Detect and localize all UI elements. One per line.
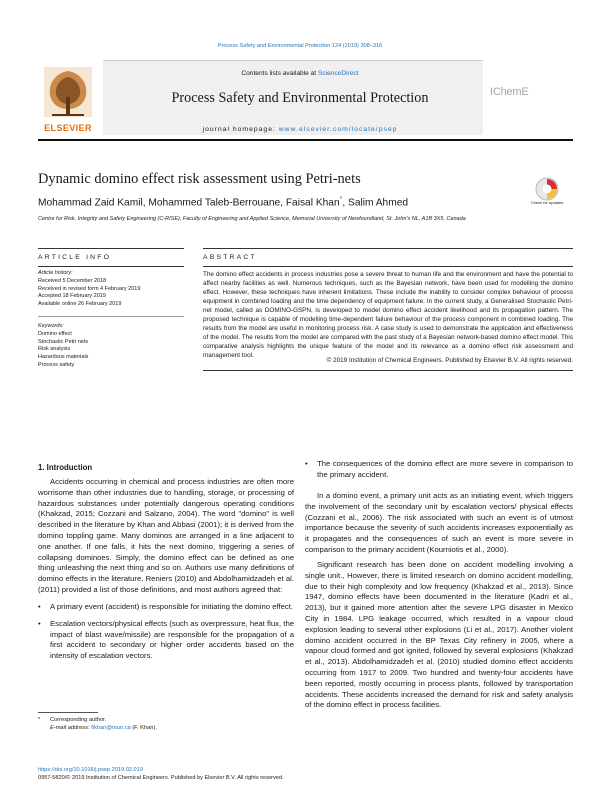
icheme-logo: IChemE — [490, 86, 529, 98]
article-info-divider — [38, 316, 184, 317]
check-for-updates-badge[interactable] — [532, 176, 562, 212]
abstract-heading-rule — [203, 266, 573, 267]
bullet-text: Escalation vectors/physical effects (such as overpressure, heat flux, the impact of blast wave/missile) are responsible for the propagation of a first accident to secondary or higher order accidents based on the intensity of escalation vectors. — [50, 618, 294, 661]
article-history-label: Article history: — [38, 270, 73, 276]
article-info-heading-rule — [38, 266, 184, 267]
keyword-item: Domino effect — [38, 330, 72, 337]
elsevier-wordmark: ELSEVIER — [44, 123, 92, 133]
right-column-paragraph-1: In a domino event, a primary unit acts as an initiating event, which triggers the involvement of the secondary unit by escalation vectors/ physical effects (Cozzani et al., 2006). The risk associated with such an event is of utmost importance because the severity of such accidents increases exponentially as it propagates and the consequences of such an event is more severe in comparison to the primary accident (Kourniotis et al., 2000). — [305, 491, 573, 554]
introduction-paragraph-1: Accidents occurring in chemical and process industries are often more worrisome than other industries due to handling, storage, or processing of hazardous substances under potentially dangerous operating conditions (Khakzad, 2015; Cozzani and Salzano, 2004). The word "domino" is well described in the literature by Khan and Abbasi (2001); it is derived from the domino toppling game. Many dominos are arranged in a line adjacent to one another. If one falls, it hits the next domino, triggering a series of collapsing dominoes. Simply, the domino effect can be defined as one thing unleashing the next thing and so on. Authors use many definitions of domino effects in the literature. Reniers (2010) and Abdolhamidzadeh et al. (2011) provided a list of those definitions, and most authors agreed that: — [38, 477, 294, 594]
abstract-copyright: © 2019 Institution of Chemical Engineers. Published by Elsevier B.V. All rights reserved. — [326, 357, 573, 364]
keyword-item: Risk analysis — [38, 346, 71, 353]
list-item — [38, 619, 294, 662]
corresponding-author-mark[interactable]: * — [339, 196, 343, 203]
bullet-text: The consequences of the domino effect are more severe in comparison to the primary accident. — [317, 459, 573, 479]
keyword-item: Hazardous materials — [38, 354, 89, 361]
article-info-top-rule — [38, 248, 184, 249]
keyword-item: Stochastic Petri nets — [38, 338, 89, 345]
article-history-block — [38, 270, 184, 309]
abstract-top-rule — [203, 248, 573, 249]
abstract-bottom-rule — [203, 370, 573, 371]
homepage-label: journal homepage: — [202, 126, 279, 133]
list-item — [38, 602, 294, 613]
abstract-text: The domino effect accidents in process industries pose a severe threat to human life and the environment and have the potential to affect nearby facilities as well. Numerous techniques, such as the Bayesian network, have been used for modelling the domino effect. However, these techniques have inherent limitations. These include the inability to consider complex behaviour of process equipment in combined loading and the time dependency of equipment failure. In the current study, a Generalised Stochastic Petri-net model, called as DOMINO-GSPN, is developed to model domino effect accident likelihood and its propagation pattern. The proposed technique is capable of modelling time-dependent failure behaviour of the process component in combined loading. The results from the model are useful in monitoring process risk. A case study is used to demonstrate the application and effectiveness of the model. The results from the model are compared with the past study of a Bayesian network-based domino effect model. This comparative analysis highlights the unique feature of the model and its relevance as a domino effect risk assessment and management tool. — [203, 271, 573, 359]
authors-main: Mohammad Zaid Kamil, Mohammed Taleb-Berrouane, Faisal Khan — [38, 197, 340, 209]
author-affiliation: Centre for Risk, Integrity and Safety Engineering (C-RISE), Faculty of Engineering and Applied Science, Memorial University of Newfoundland, St. John's NL, A1B 3X5, Canada — [38, 216, 466, 222]
history-accepted: Accepted 18 February 2019 — [38, 293, 106, 300]
contents-prefix: Contents lists available at — [241, 70, 318, 77]
keyword-item: Process safety — [38, 361, 75, 368]
history-received: Received 5 December 2018 — [38, 277, 107, 284]
abstract-heading: ABSTRACT — [203, 254, 257, 261]
bullet-text: A primary event (accident) is responsible for initiating the domino effect. — [50, 602, 293, 611]
journal-name: Process Safety and Environmental Protection — [171, 90, 429, 106]
footnote-block — [38, 716, 294, 732]
email-owner: (F. Khan). — [130, 725, 157, 731]
history-revised: Received in revised form 4 February 2019 — [38, 285, 141, 292]
email-footnote — [38, 724, 294, 732]
check-for-updates-label: Check for updates — [530, 200, 564, 205]
homepage-url-link[interactable]: www.elsevier.com/locate/psep — [278, 126, 398, 133]
corresponding-label: Corresponding author. — [50, 717, 107, 723]
introduction-heading: 1. Introduction — [38, 463, 93, 472]
email-link[interactable]: fikhan@mun.ca — [91, 725, 131, 731]
article-info-heading: ARTICLE INFO — [38, 254, 112, 261]
article-title: Dynamic domino effect risk assessment using Petri-nets — [38, 171, 361, 187]
bullet-marker: • — [38, 618, 41, 628]
keywords-label: Keywords: — [38, 323, 64, 329]
right-column-paragraph-2: Significant research has been done on accident modelling involving a single unit., However, there is limited research on domino accident modelling, due to their high complexity and low frequency (Khakzad et al., 2013). Since 1947, domino effects have been documented in the literature (Kadri et al., 2013), but it gained more attention after the severe LPG disaster in Mexico City in 1984. LPG leakage occurred, which resulted in a vapour cloud explosion leading to several other explosions (Li et al., 2017). Another violent domino accident occurred in the BP Texas City refinery in 2005, where a vapour cloud formed and got ignited, followed by several explosions (Khakzad et al., 2013). Abdolhamidzadeh et al. (2010) studied domino effect accidents occurring from 1917 to 2009. Two hundred and twenty-four accidents have been reported, mostly occurring in process plants, followed by transportation accidents. These accidents increased the demand for risk and safety analysis of the domino effect in process facilities. — [305, 560, 573, 710]
footnote-rule — [38, 712, 98, 713]
email-label: E-mail address: — [50, 725, 92, 731]
right-column-bullet — [305, 459, 573, 481]
sciencedirect-link[interactable]: ScienceDirect — [317, 70, 359, 77]
keywords-block — [38, 323, 184, 370]
introduction-bullet-list — [38, 602, 294, 662]
doi-link[interactable]: https://doi.org/10.1016/j.psep.2019.02.019 — [38, 767, 143, 773]
bullet-marker: • — [38, 602, 41, 611]
journal-reference[interactable]: Process Safety and Environmental Protection 124 (2019) 308–316 — [217, 43, 383, 49]
issn-line: 0957-5820/© 2019 Institution of Chemical Engineers. Published by Elsevier B.V. All rights reserved. — [38, 775, 284, 781]
corresponding-footnote — [38, 716, 294, 724]
history-online: Available online 26 February 2019 — [38, 301, 122, 308]
footnote-marker: * — [38, 717, 41, 723]
list-item — [305, 459, 573, 481]
check-for-updates-icon — [532, 176, 562, 212]
bullet-marker: • — [305, 459, 308, 468]
authors-tail: , Salim Ahmed — [342, 197, 409, 209]
header-rule — [38, 139, 573, 141]
author-list — [38, 196, 408, 208]
